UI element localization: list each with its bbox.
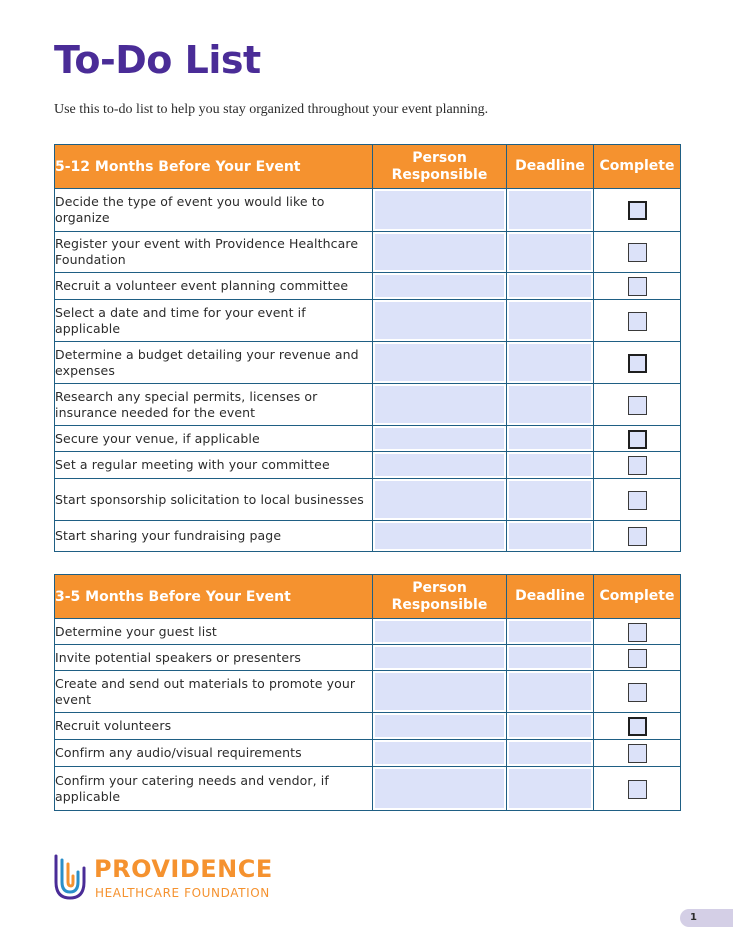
complete-cell: [594, 189, 681, 232]
person-responsible-field[interactable]: [373, 426, 507, 452]
column-header-person-line2: Responsible: [391, 596, 488, 613]
table-row: [55, 189, 681, 232]
complete-cell: [594, 384, 681, 426]
complete-checkbox[interactable]: [628, 396, 647, 415]
complete-cell: [594, 521, 681, 552]
person-responsible-field[interactable]: [373, 671, 507, 713]
person-responsible-field[interactable]: [373, 232, 507, 273]
complete-cell: [594, 740, 681, 767]
deadline-field[interactable]: [507, 479, 594, 521]
task-label: Confirm your catering needs and vendor, if applicable: [55, 767, 373, 811]
complete-checkbox[interactable]: [628, 243, 647, 262]
complete-checkbox[interactable]: [628, 744, 647, 763]
deadline-field[interactable]: [507, 189, 594, 232]
deadline-field[interactable]: [507, 645, 594, 671]
column-header-deadline: Deadline: [507, 575, 594, 619]
complete-cell: [594, 671, 681, 713]
column-header-person-line2: Responsible: [391, 166, 488, 183]
complete-cell: [594, 232, 681, 273]
todo-table-3-5-months: [54, 574, 681, 811]
task-label: Determine a budget detailing your revenue and expenses: [55, 342, 373, 384]
person-responsible-field[interactable]: [373, 740, 507, 767]
providence-logo-icon: [52, 852, 88, 902]
deadline-field[interactable]: [507, 671, 594, 713]
person-responsible-field[interactable]: [373, 521, 507, 552]
table-row: [55, 232, 681, 273]
task-label: Create and send out materials to promote your event: [55, 671, 373, 713]
complete-checkbox[interactable]: [628, 623, 647, 642]
complete-cell: [594, 452, 681, 479]
deadline-field[interactable]: [507, 384, 594, 426]
deadline-field[interactable]: [507, 426, 594, 452]
deadline-field[interactable]: [507, 342, 594, 384]
task-label: Register your event with Providence Healthcare Foundation: [55, 232, 373, 273]
task-label: Secure your venue, if applicable: [55, 426, 373, 452]
page-title: To-Do List: [54, 38, 261, 82]
complete-cell: [594, 273, 681, 300]
table-row: [55, 671, 681, 713]
complete-cell: [594, 342, 681, 384]
task-label: Confirm any audio/visual requirements: [55, 740, 373, 767]
task-label: Determine your guest list: [55, 619, 373, 645]
person-responsible-field[interactable]: [373, 619, 507, 645]
complete-checkbox[interactable]: [628, 277, 647, 296]
person-responsible-field[interactable]: [373, 479, 507, 521]
deadline-field[interactable]: [507, 740, 594, 767]
brand-subtitle: HEALTHCARE FOUNDATION: [95, 886, 270, 900]
table-row: [55, 273, 681, 300]
task-label: Recruit a volunteer event planning committee: [55, 273, 373, 300]
table-header-row: [55, 145, 681, 189]
deadline-field[interactable]: [507, 232, 594, 273]
complete-checkbox[interactable]: [628, 456, 647, 475]
deadline-field[interactable]: [507, 300, 594, 342]
deadline-field[interactable]: [507, 767, 594, 811]
task-label: Start sharing your fundraising page: [55, 521, 373, 552]
column-header-person: [373, 145, 507, 189]
table-row: [55, 713, 681, 740]
complete-checkbox[interactable]: [628, 780, 647, 799]
column-header-complete: Complete: [594, 575, 681, 619]
task-label: Set a regular meeting with your committee: [55, 452, 373, 479]
complete-cell: [594, 713, 681, 740]
deadline-field[interactable]: [507, 452, 594, 479]
column-header-person-line1: Person: [412, 149, 467, 166]
person-responsible-field[interactable]: [373, 384, 507, 426]
complete-checkbox[interactable]: [628, 527, 647, 546]
task-label: Recruit volunteers: [55, 713, 373, 740]
person-responsible-field[interactable]: [373, 273, 507, 300]
table-row: [55, 384, 681, 426]
table-row: [55, 342, 681, 384]
deadline-field[interactable]: [507, 273, 594, 300]
table-row: [55, 479, 681, 521]
complete-checkbox[interactable]: [628, 201, 647, 220]
task-label: Research any special permits, licenses or insurance needed for the event: [55, 384, 373, 426]
deadline-field[interactable]: [507, 619, 594, 645]
table-row: [55, 645, 681, 671]
complete-checkbox[interactable]: [628, 649, 647, 668]
column-header-person: [373, 575, 507, 619]
intro-text: Use this to-do list to help you stay organized throughout your event planning.: [54, 102, 489, 117]
task-label: Invite potential speakers or presenters: [55, 645, 373, 671]
person-responsible-field[interactable]: [373, 645, 507, 671]
complete-cell: [594, 426, 681, 452]
column-header-deadline: Deadline: [507, 145, 594, 189]
complete-cell: [594, 767, 681, 811]
person-responsible-field[interactable]: [373, 713, 507, 740]
complete-checkbox[interactable]: [628, 354, 647, 373]
complete-checkbox[interactable]: [628, 312, 647, 331]
table-row: [55, 452, 681, 479]
task-label: Decide the type of event you would like to organize: [55, 189, 373, 232]
complete-checkbox[interactable]: [628, 683, 647, 702]
complete-checkbox[interactable]: [628, 430, 647, 449]
complete-checkbox[interactable]: [628, 717, 647, 736]
person-responsible-field[interactable]: [373, 189, 507, 232]
table-row: [55, 619, 681, 645]
person-responsible-field[interactable]: [373, 342, 507, 384]
table-row: [55, 300, 681, 342]
complete-cell: [594, 300, 681, 342]
section-heading: 5-12 Months Before Your Event: [55, 145, 373, 189]
complete-cell: [594, 619, 681, 645]
complete-checkbox[interactable]: [628, 491, 647, 510]
table-row: [55, 521, 681, 552]
task-label: Start sponsorship solicitation to local businesses: [55, 479, 373, 521]
table-row: [55, 767, 681, 811]
person-responsible-field[interactable]: [373, 452, 507, 479]
complete-cell: [594, 645, 681, 671]
task-label: Select a date and time for your event if applicable: [55, 300, 373, 342]
table-row: [55, 740, 681, 767]
person-responsible-field[interactable]: [373, 767, 507, 811]
column-header-complete: Complete: [594, 145, 681, 189]
brand-name: PROVIDENCE: [94, 855, 273, 883]
deadline-field[interactable]: [507, 713, 594, 740]
page-number: 1: [680, 909, 733, 927]
deadline-field[interactable]: [507, 521, 594, 552]
column-header-person-line1: Person: [412, 579, 467, 596]
person-responsible-field[interactable]: [373, 300, 507, 342]
complete-cell: [594, 479, 681, 521]
table-row: [55, 426, 681, 452]
table-header-row: [55, 575, 681, 619]
todo-table-5-12-months: [54, 144, 681, 552]
section-heading: 3-5 Months Before Your Event: [55, 575, 373, 619]
